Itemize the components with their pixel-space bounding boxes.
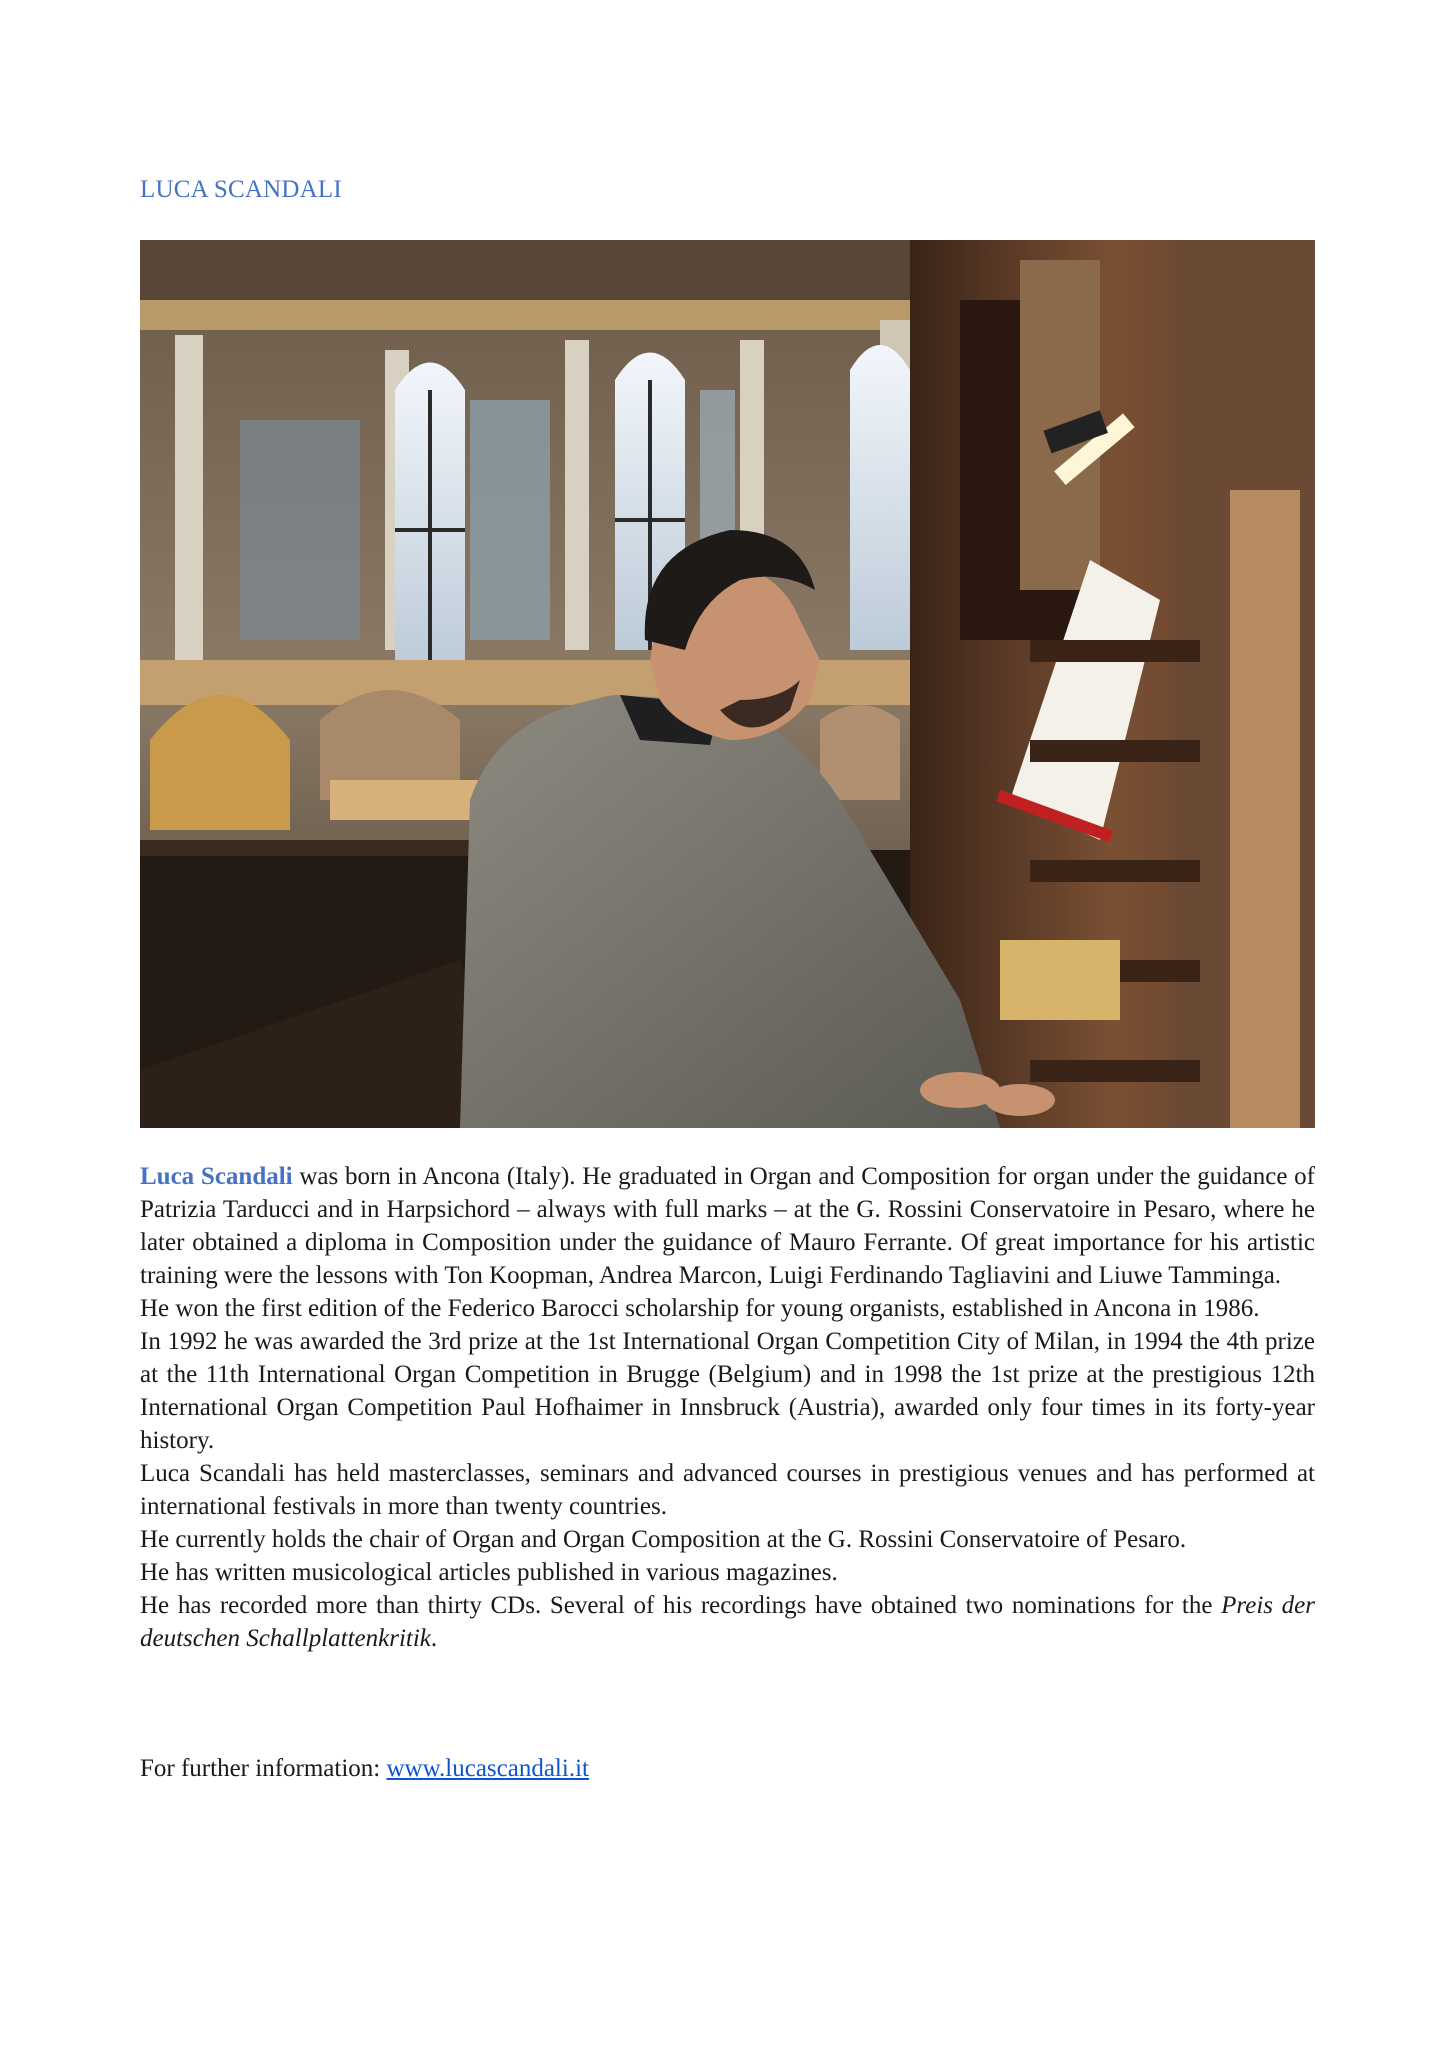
- bio-paragraph-4: Luca Scandali has held masterclasses, seminars and advanced courses in prestigious venues and has performed at international festivals in more than twenty countries.: [140, 1460, 1315, 1520]
- further-info: [140, 1752, 589, 1785]
- award-title: Preis der deutschen Schallplattenkritik: [140, 1592, 1315, 1652]
- bio-paragraph-2: He won the first edition of the Federico Barocci scholarship for young organists, established in Ancona in 1986.: [140, 1295, 1260, 1322]
- bio-paragraph-5: He currently holds the chair of Organ and Organ Composition at the G. Rossini Conservatoire of Pesaro.: [140, 1526, 1187, 1553]
- name-highlight: Luca Scandali: [140, 1163, 293, 1190]
- bio-paragraph-7: He has recorded more than thirty CDs. Several of his recordings have obtained two nominations for the Preis der deutschen Schallplattenkritik.: [140, 1592, 1315, 1652]
- organist-photo: [140, 240, 1315, 1128]
- further-info-label: For further information:: [140, 1755, 387, 1782]
- website-link[interactable]: www.lucascandali.it: [386, 1755, 589, 1782]
- bio-paragraph-6: He has written musicological articles published in various magazines.: [140, 1559, 838, 1586]
- biography-text: [140, 1160, 1315, 1655]
- page-title: LUCA SCANDALI: [140, 176, 342, 203]
- bio-paragraph-1: Luca Scandali was born in Ancona (Italy). He graduated in Organ and Composition for organ under the guidance of Patrizia Tarducci and in Harpsichord – always with full marks – at the G. Rossini Conservatoire in Pesaro, where he later obtained a diploma in Composition under the guidance of Mauro Ferrante. Of great importance for his artistic training were the lessons with Ton Koopman, Andrea Marcon, Luigi Ferdinando Tagliavini and Liuwe Tamminga.: [140, 1163, 1316, 1289]
- bio-paragraph-3: In 1992 he was awarded the 3rd prize at the 1st International Organ Competition City of Milan, in 1994 the 4th prize at the 11th International Organ Competition in Brugge (Belgium) and in 1998 the 1st prize at the prestigious 12th International Organ Competition Paul Hofhaimer in Innsbruck (Austria), awarded only four times in its forty-year history.: [140, 1328, 1315, 1454]
